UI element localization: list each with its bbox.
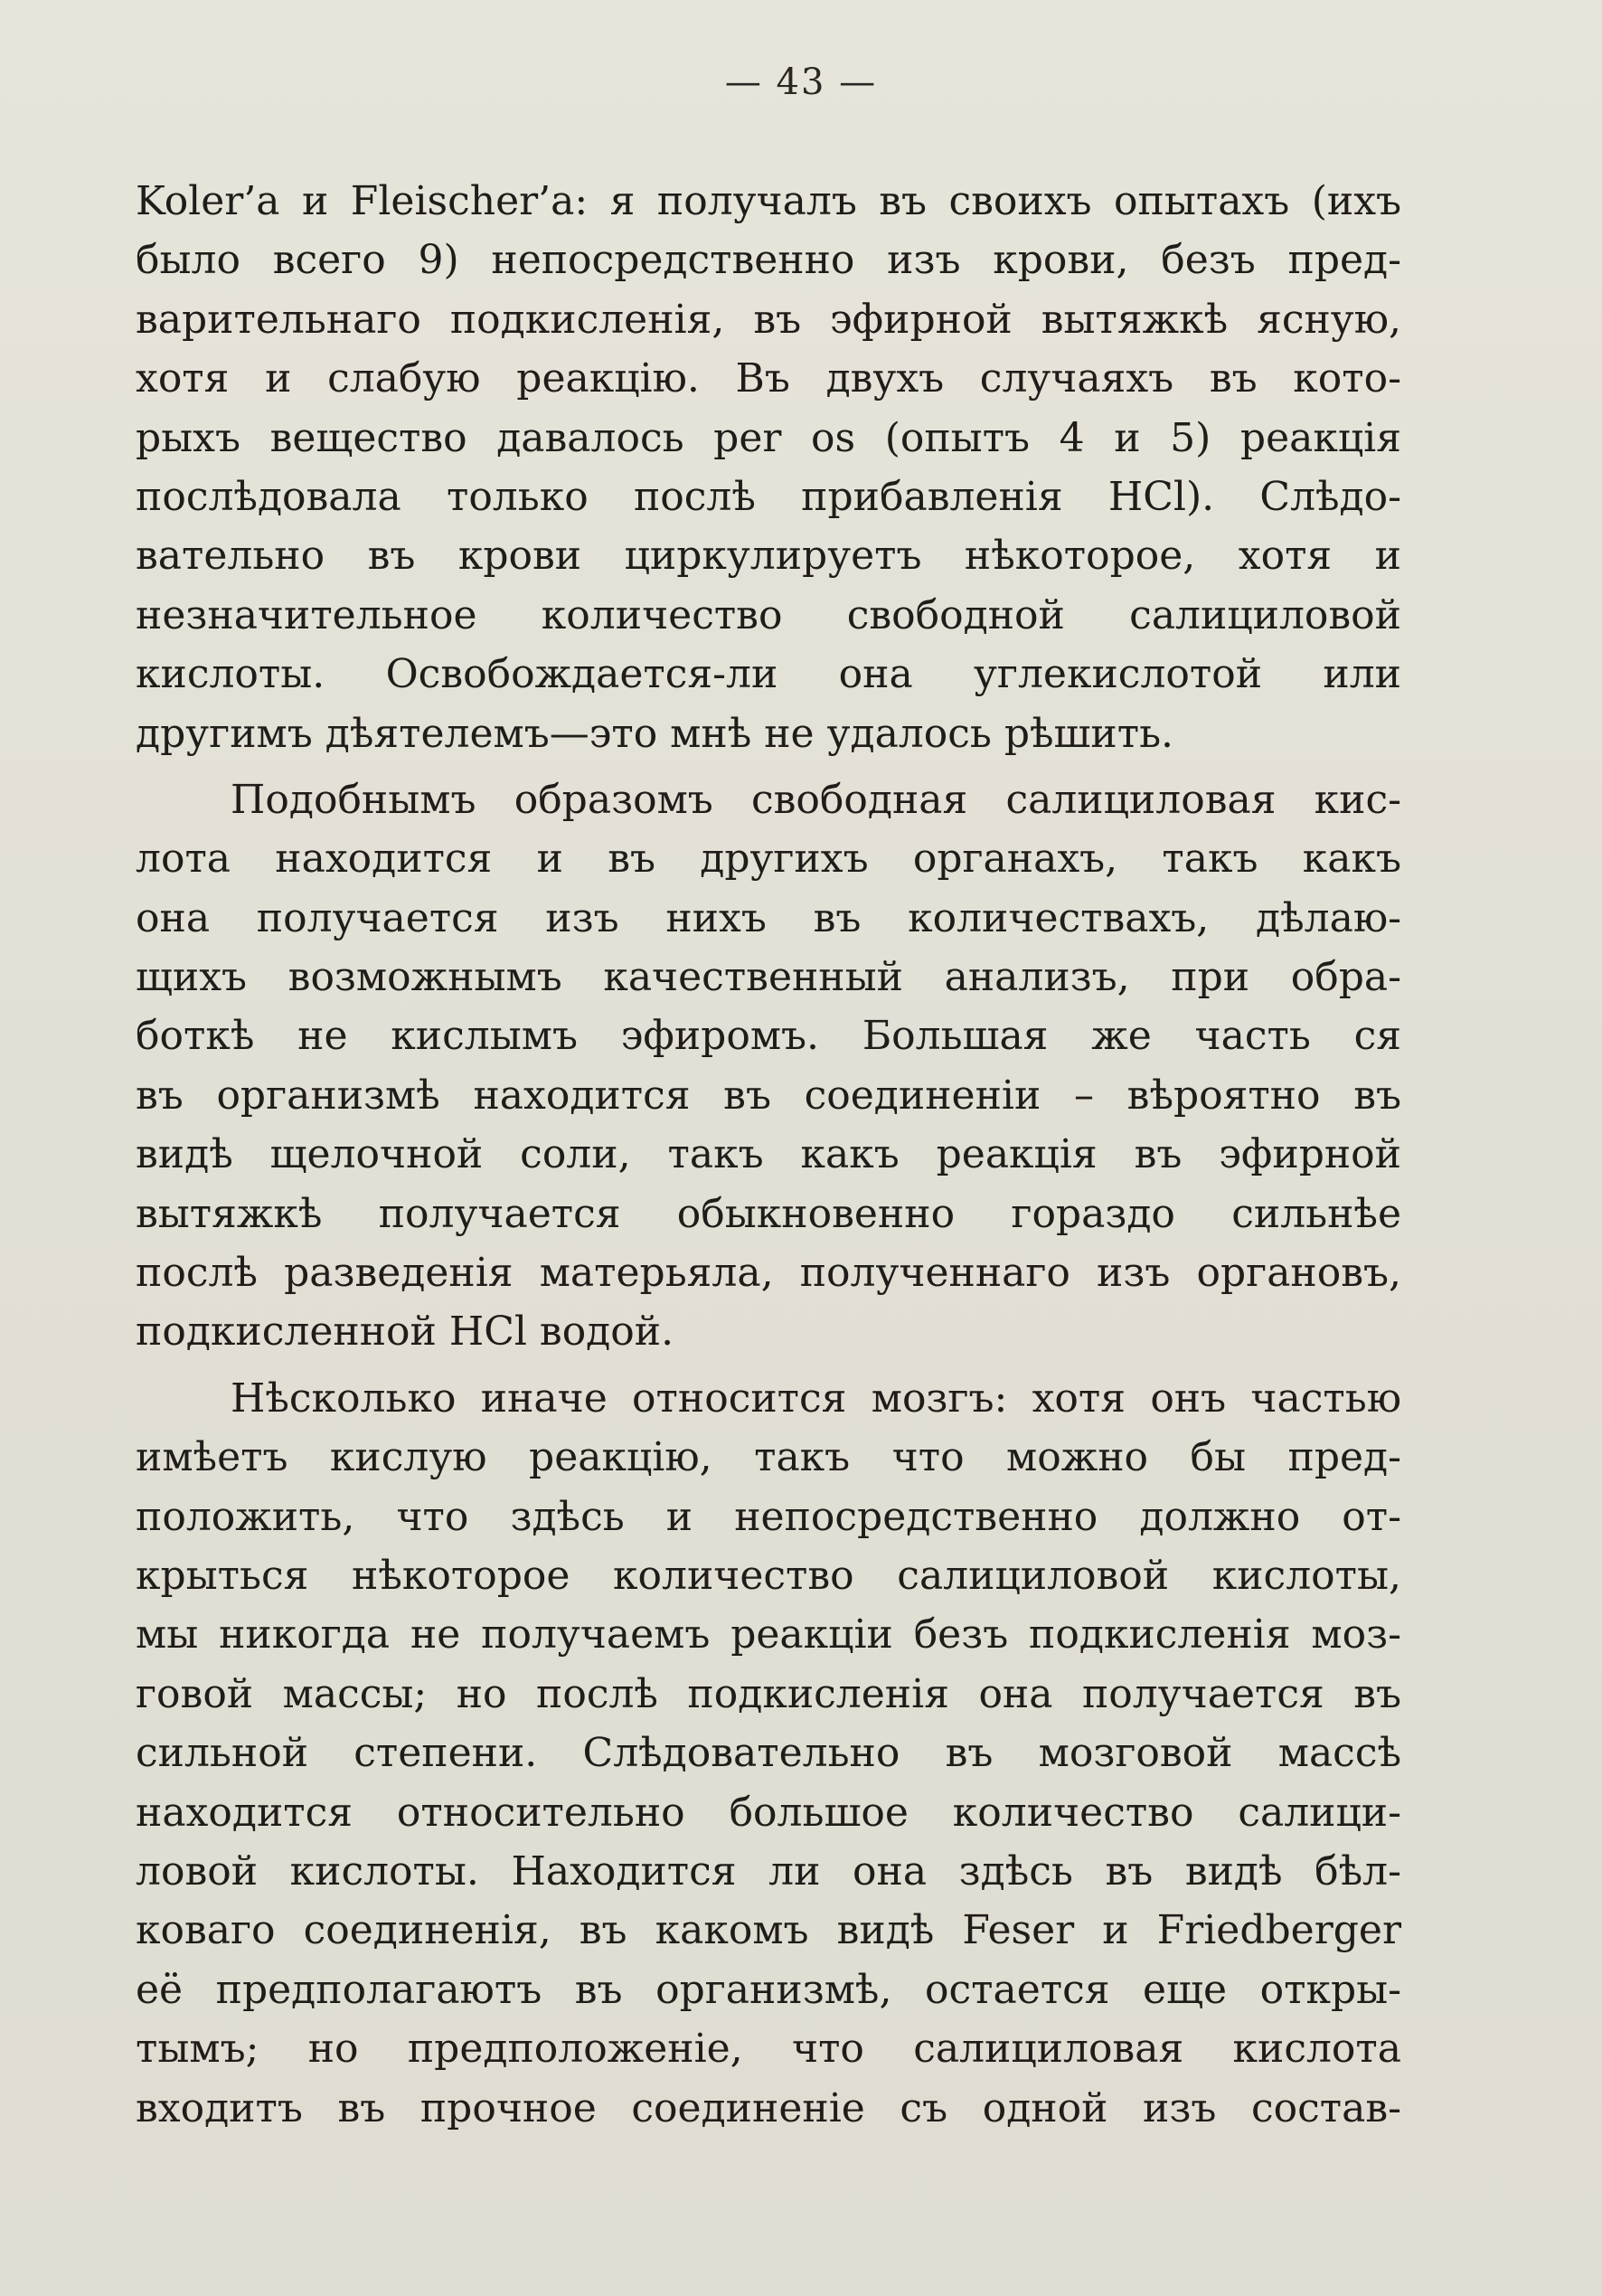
text-line: незначительное количество свободной салициловой [136, 591, 1401, 638]
text-line: она получается изъ нихъ въ количествахъ, дѣлаю- [136, 894, 1401, 941]
text-line: боткѣ не кислымъ эфиромъ. Большая же часть ся [136, 1013, 1401, 1060]
text-line: подкисленной HCl водой. [136, 1309, 674, 1356]
text-line: сильной степени. Слѣдовательно въ мозговой массѣ [136, 1730, 1401, 1777]
text-line: другимъ дѣятелемъ—это мнѣ не удалось рѣшить. [136, 710, 1174, 757]
text-line: находится относительно большое количество салици- [136, 1789, 1401, 1836]
text-line: её предполагаютъ въ организмѣ, остается еще откры- [136, 1966, 1401, 2013]
text-line: въ организмѣ находится въ соединеніи – вѣроятно въ [136, 1072, 1401, 1119]
text-line: вательно въ крови циркулируетъ нѣкоторое, хотя и [136, 533, 1401, 580]
text-line: тымъ; но предположеніе, что салициловая кислота [136, 2026, 1401, 2073]
text-line: кислоты. Освобождается-ли она углекислотой или [136, 651, 1401, 698]
text-line: имѣетъ кислую реакцію, такъ что можно бы пред- [136, 1434, 1401, 1481]
text-line: мы никогда не получаемъ реакціи безъ подкисленія моз- [136, 1611, 1401, 1658]
text-line: крыться нѣкоторое количество салициловой кислоты, [136, 1552, 1401, 1599]
text-line: послѣдовала только послѣ прибавленія HCl). Слѣдо- [136, 473, 1401, 520]
text-line: лота находится и въ другихъ органахъ, такъ какъ [136, 836, 1401, 883]
text-line: варительнаго подкисленія, въ эфирной вытяжкѣ ясную, [136, 296, 1401, 343]
text-line: входитъ въ прочное соединеніе съ одной изъ состав- [136, 2084, 1401, 2131]
text-line: Koler’a и Fleischer’a: я получалъ въ своихъ опытахъ (ихъ [136, 178, 1401, 224]
text-line: щихъ возможнымъ качественный анализъ, при обра- [136, 954, 1401, 1001]
text-line: положить, что здѣсь и непосредственно должно от- [136, 1493, 1401, 1540]
text-line: говой массы; но послѣ подкисленія она получается въ [136, 1670, 1401, 1717]
page-number: — 43 — [724, 61, 878, 103]
text-line: Подобнымъ образомъ свободная салициловая кис- [231, 776, 1401, 823]
text-line: было всего 9) непосредственно изъ крови, безъ пред- [136, 237, 1401, 284]
text-line: послѣ разведенія матерьяла, полученнаго изъ органовъ, [136, 1250, 1401, 1297]
text-line: хотя и слабую реакцію. Въ двухъ случаяхъ въ кото- [136, 355, 1401, 402]
text-line: ловой кислоты. Находится ли она здѣсь въ видѣ бѣл- [136, 1847, 1401, 1894]
text-line: Нѣсколько иначе относится мозгъ: хотя онъ частью [231, 1375, 1401, 1422]
text-line: коваго соединенія, въ какомъ видѣ Feser и Friedberger [136, 1907, 1401, 1954]
page-body [136, 172, 1401, 2138]
text-line: вытяжкѣ получается обыкновенно гораздо сильнѣе [136, 1190, 1401, 1237]
text-line: видѣ щелочной соли, такъ какъ реакція въ эфирной [136, 1131, 1401, 1178]
text-line: рыхъ вещество давалось per os (опытъ 4 и 5) реакція [136, 414, 1401, 461]
